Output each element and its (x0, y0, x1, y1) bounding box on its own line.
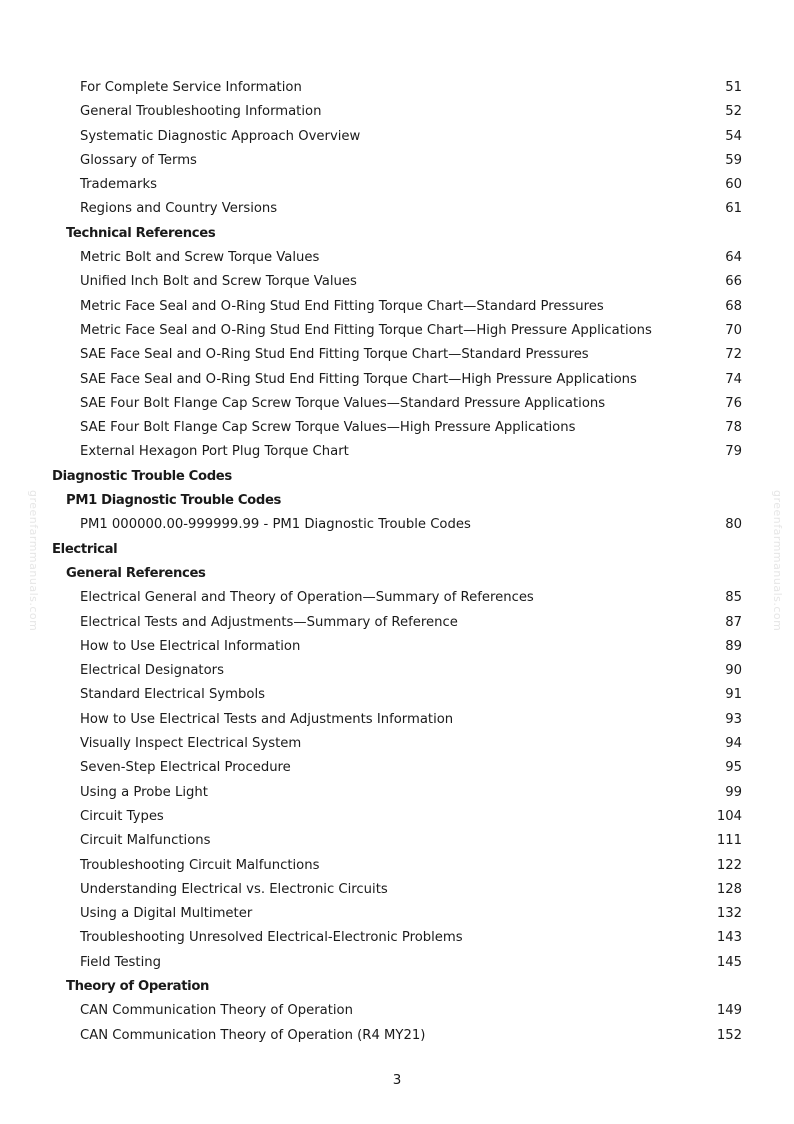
toc-entry[interactable] (0, 611, 794, 635)
toc-entry-title: Regions and Country Versions (80, 201, 278, 217)
toc-entry-title: CAN Communication Theory of Operation (80, 1003, 353, 1019)
toc-entry-page-number: 152 (716, 1027, 742, 1043)
table-of-contents (0, 76, 794, 1048)
toc-entry-page-number: 89 (725, 638, 742, 654)
toc-entry[interactable] (0, 756, 794, 780)
toc-section-heading (0, 489, 794, 513)
toc-entry[interactable] (0, 926, 794, 950)
toc-entry[interactable] (0, 392, 794, 416)
toc-entry[interactable] (0, 902, 794, 926)
toc-entry-page-number: 94 (725, 736, 742, 752)
toc-entry[interactable] (0, 586, 794, 610)
toc-entry-page-number: 149 (716, 1003, 742, 1019)
toc-entry-title: Using a Probe Light (80, 784, 208, 800)
toc-entry-page-number: 70 (725, 322, 742, 338)
toc-entry[interactable] (0, 319, 794, 343)
toc-entry[interactable] (0, 1024, 794, 1048)
toc-entry-page-number: 132 (716, 906, 742, 922)
toc-entry-title: Visually Inspect Electrical System (80, 736, 302, 752)
toc-entry-page-number: 85 (725, 590, 742, 606)
toc-entry-page-number: 122 (716, 857, 742, 873)
toc-entry-title: Circuit Malfunctions (80, 833, 211, 849)
toc-entry[interactable] (0, 368, 794, 392)
toc-entry-title: SAE Face Seal and O-Ring Stud End Fitting Torque Chart—Standard Pressures (80, 347, 589, 363)
toc-entry-page-number: 76 (725, 395, 742, 411)
toc-entry-page-number: 104 (716, 808, 742, 824)
toc-entry[interactable] (0, 732, 794, 756)
toc-entry-page-number: 68 (725, 298, 742, 314)
toc-entry-page-number: 95 (725, 760, 742, 776)
toc-entry-title: PM1 Diagnostic Trouble Codes (66, 493, 282, 509)
toc-entry[interactable] (0, 781, 794, 805)
toc-entry-title: SAE Four Bolt Flange Cap Screw Torque Values—Standard Pressure Applications (80, 395, 606, 411)
toc-entry-title: Standard Electrical Symbols (80, 687, 265, 703)
toc-entry-title: Unified Inch Bolt and Screw Torque Values (80, 274, 357, 290)
toc-entry[interactable] (0, 440, 794, 464)
toc-entry-title: How to Use Electrical Information (80, 638, 301, 654)
toc-entry-page-number: 145 (716, 954, 742, 970)
toc-entry-page-number: 54 (725, 128, 742, 144)
toc-entry[interactable] (0, 100, 794, 124)
toc-entry-title: How to Use Electrical Tests and Adjustments Information (80, 711, 454, 727)
toc-entry[interactable] (0, 708, 794, 732)
toc-entry-title: Electrical (52, 541, 118, 557)
toc-entry-title: Field Testing (80, 954, 161, 970)
toc-entry[interactable] (0, 805, 794, 829)
toc-entry-page-number: 90 (725, 663, 742, 679)
toc-entry[interactable] (0, 659, 794, 683)
toc-entry-page-number: 128 (716, 881, 742, 897)
toc-entry[interactable] (0, 197, 794, 221)
toc-entry-page-number: 59 (725, 152, 742, 168)
toc-entry-title: PM1 000000.00-999999.99 - PM1 Diagnostic Trouble Codes (80, 517, 471, 533)
page-number: 3 (392, 1072, 402, 1088)
toc-entry-page-number: 72 (725, 347, 742, 363)
toc-entry-title: Electrical Tests and Adjustments—Summary of Reference (80, 614, 458, 630)
toc-entry-page-number: 93 (725, 711, 742, 727)
toc-entry-title: Theory of Operation (66, 978, 210, 994)
watermark-right: greenfarmmanuals.com (771, 490, 784, 632)
toc-entry-title: Electrical General and Theory of Operation—Summary of References (80, 590, 534, 606)
toc-entry-page-number: 87 (725, 614, 742, 630)
toc-entry[interactable] (0, 999, 794, 1023)
toc-entry-title: General References (66, 565, 206, 581)
toc-entry[interactable] (0, 173, 794, 197)
toc-entry[interactable] (0, 125, 794, 149)
toc-entry-page-number: 51 (725, 80, 742, 95)
toc-entry-page-number: 143 (716, 930, 742, 946)
toc-entry-page-number: 80 (725, 517, 742, 533)
toc-entry-page-number: 64 (725, 250, 742, 266)
toc-entry-title: Electrical Designators (80, 663, 224, 679)
toc-entry[interactable] (0, 76, 794, 100)
toc-entry-page-number: 79 (725, 444, 742, 460)
toc-entry[interactable] (0, 149, 794, 173)
toc-entry-title: SAE Four Bolt Flange Cap Screw Torque Values—High Pressure Applications (80, 420, 576, 436)
toc-entry-title: Trademarks (80, 177, 157, 193)
toc-section-heading (0, 222, 794, 246)
toc-entry[interactable] (0, 635, 794, 659)
toc-entry-title: Metric Face Seal and O-Ring Stud End Fitting Torque Chart—Standard Pressures (80, 298, 604, 314)
toc-entry-page-number: 52 (725, 104, 742, 120)
toc-entry-title: Systematic Diagnostic Approach Overview (80, 128, 361, 144)
toc-entry[interactable] (0, 343, 794, 367)
toc-entry-title: Troubleshooting Unresolved Electrical-Electronic Problems (80, 930, 463, 946)
toc-entry-page-number: 74 (725, 371, 742, 387)
toc-entry[interactable] (0, 416, 794, 440)
toc-section-heading (0, 465, 794, 489)
toc-entry[interactable] (0, 295, 794, 319)
toc-entry-title: General Troubleshooting Information (80, 104, 322, 120)
toc-entry-title: Glossary of Terms (80, 152, 197, 168)
toc-entry-title: Circuit Types (80, 808, 164, 824)
toc-entry[interactable] (0, 513, 794, 537)
watermark-left: greenfarmmanuals.com (27, 490, 40, 632)
toc-entry-page-number: 78 (725, 420, 742, 436)
toc-entry-title: External Hexagon Port Plug Torque Chart (80, 444, 349, 460)
toc-entry[interactable] (0, 951, 794, 975)
toc-entry-title: SAE Face Seal and O-Ring Stud End Fitting Torque Chart—High Pressure Applications (80, 371, 637, 387)
toc-section-heading (0, 538, 794, 562)
toc-section-heading (0, 975, 794, 999)
toc-entry-title: CAN Communication Theory of Operation (R4 MY21) (80, 1027, 426, 1043)
toc-entry-page-number: 61 (725, 201, 742, 217)
toc-entry-title: Troubleshooting Circuit Malfunctions (80, 857, 320, 873)
toc-entry-title: Using a Digital Multimeter (80, 906, 253, 922)
toc-entry[interactable] (0, 246, 794, 270)
toc-entry-page-number: 66 (725, 274, 742, 290)
toc-entry-page-number: 60 (725, 177, 742, 193)
toc-entry-title: Technical References (66, 225, 216, 241)
toc-entry-title: Seven-Step Electrical Procedure (80, 760, 291, 776)
toc-entry-page-number: 99 (725, 784, 742, 800)
toc-entry-page-number: 111 (716, 833, 742, 849)
toc-entry[interactable] (0, 683, 794, 707)
toc-entry[interactable] (0, 878, 794, 902)
toc-entry-title: Diagnostic Trouble Codes (52, 468, 232, 484)
toc-section-heading (0, 562, 794, 586)
toc-entry-title: Metric Bolt and Screw Torque Values (80, 250, 320, 266)
toc-entry[interactable] (0, 270, 794, 294)
toc-entry-title: Understanding Electrical vs. Electronic Circuits (80, 881, 388, 897)
toc-entry[interactable] (0, 854, 794, 878)
toc-entry-title: Metric Face Seal and O-Ring Stud End Fitting Torque Chart—High Pressure Applications (80, 322, 652, 338)
toc-entry-title: For Complete Service Information (80, 80, 302, 95)
toc-entry[interactable] (0, 829, 794, 853)
toc-entry-page-number: 91 (725, 687, 742, 703)
